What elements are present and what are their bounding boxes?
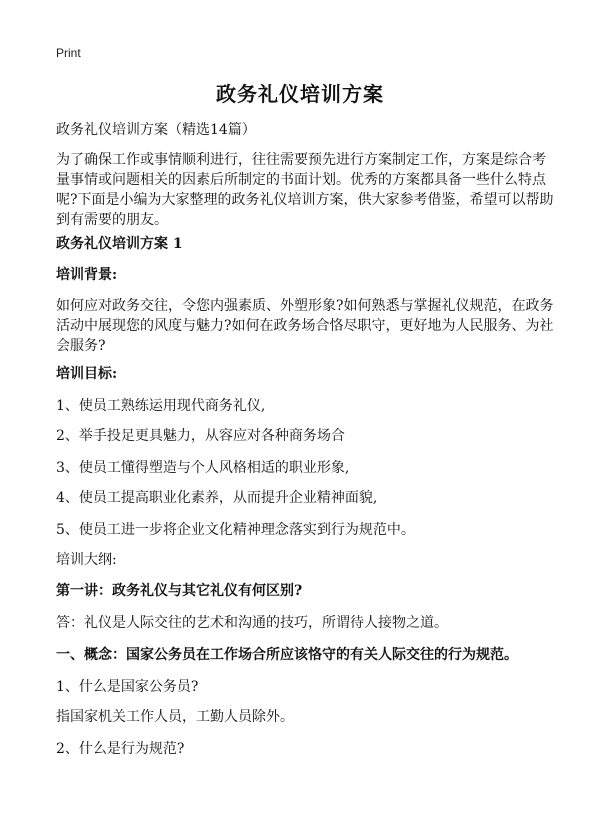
question-2: 2、什么是行为规范? [56, 741, 185, 757]
background-heading: 培训背景: [56, 267, 118, 283]
goal-item-5: 5、使员工进一步将企业文化精神理念落实到行为规范中。 [56, 522, 415, 538]
print-link[interactable]: Print [56, 46, 81, 60]
goal-item-1: 1、使员工熟练运用现代商务礼仪, [56, 398, 266, 414]
page-title: 政务礼仪培训方案 [216, 82, 384, 106]
goal-item-3: 3、使员工懂得塑造与个人风格相适的职业形象, [56, 460, 350, 476]
subtitle: 政务礼仪培训方案（精选14篇） [56, 122, 256, 138]
goals-heading: 培训目标: [56, 366, 118, 382]
intro-paragraph: 为了确保工作或事情顺利进行，往往需要预先进行方案制定工作，方案是综合考量事情或问题相关的因素后所制定的书面计划。优秀的方案都具备一些什么特点呢?下面是小编为大家整理的政务礼仪培训方案，供大家参考借鉴，希望可以帮助到有需要的朋友。 [56, 152, 554, 228]
outline-heading: 培训大纲: [56, 552, 117, 568]
lecture-heading: 第一讲：政务礼仪与其它礼仪有何区别? [56, 583, 303, 599]
answer-1: 指国家机关工作人员，工勤人员除外。 [56, 709, 294, 725]
background-paragraph: 如何应对政务交往，令您内强素质、外塑形象?如何熟悉与掌握礼仪规范，在政务活动中展现您的风度与魅力?如何在政务场合恪尽职守，更好地为人民服务、为社会服务? [56, 298, 554, 354]
lecture-answer: 答：礼仪是人际交往的艺术和沟通的技巧，所谓待人接物之道。 [56, 615, 448, 631]
section-title: 政务礼仪培训方案 1 [56, 236, 183, 252]
question-1: 1、什么是国家公务员? [56, 679, 199, 695]
goal-item-4: 4、使员工提高职业化素养，从而提升企业精神面貌, [56, 490, 378, 506]
goal-item-2: 2、举手投足更具魅力，从容应对各种商务场合 [56, 428, 345, 444]
concept-heading: 一、概念：国家公务员在工作场合所应该恪守的有关人际交往的行为规范。 [56, 647, 518, 663]
